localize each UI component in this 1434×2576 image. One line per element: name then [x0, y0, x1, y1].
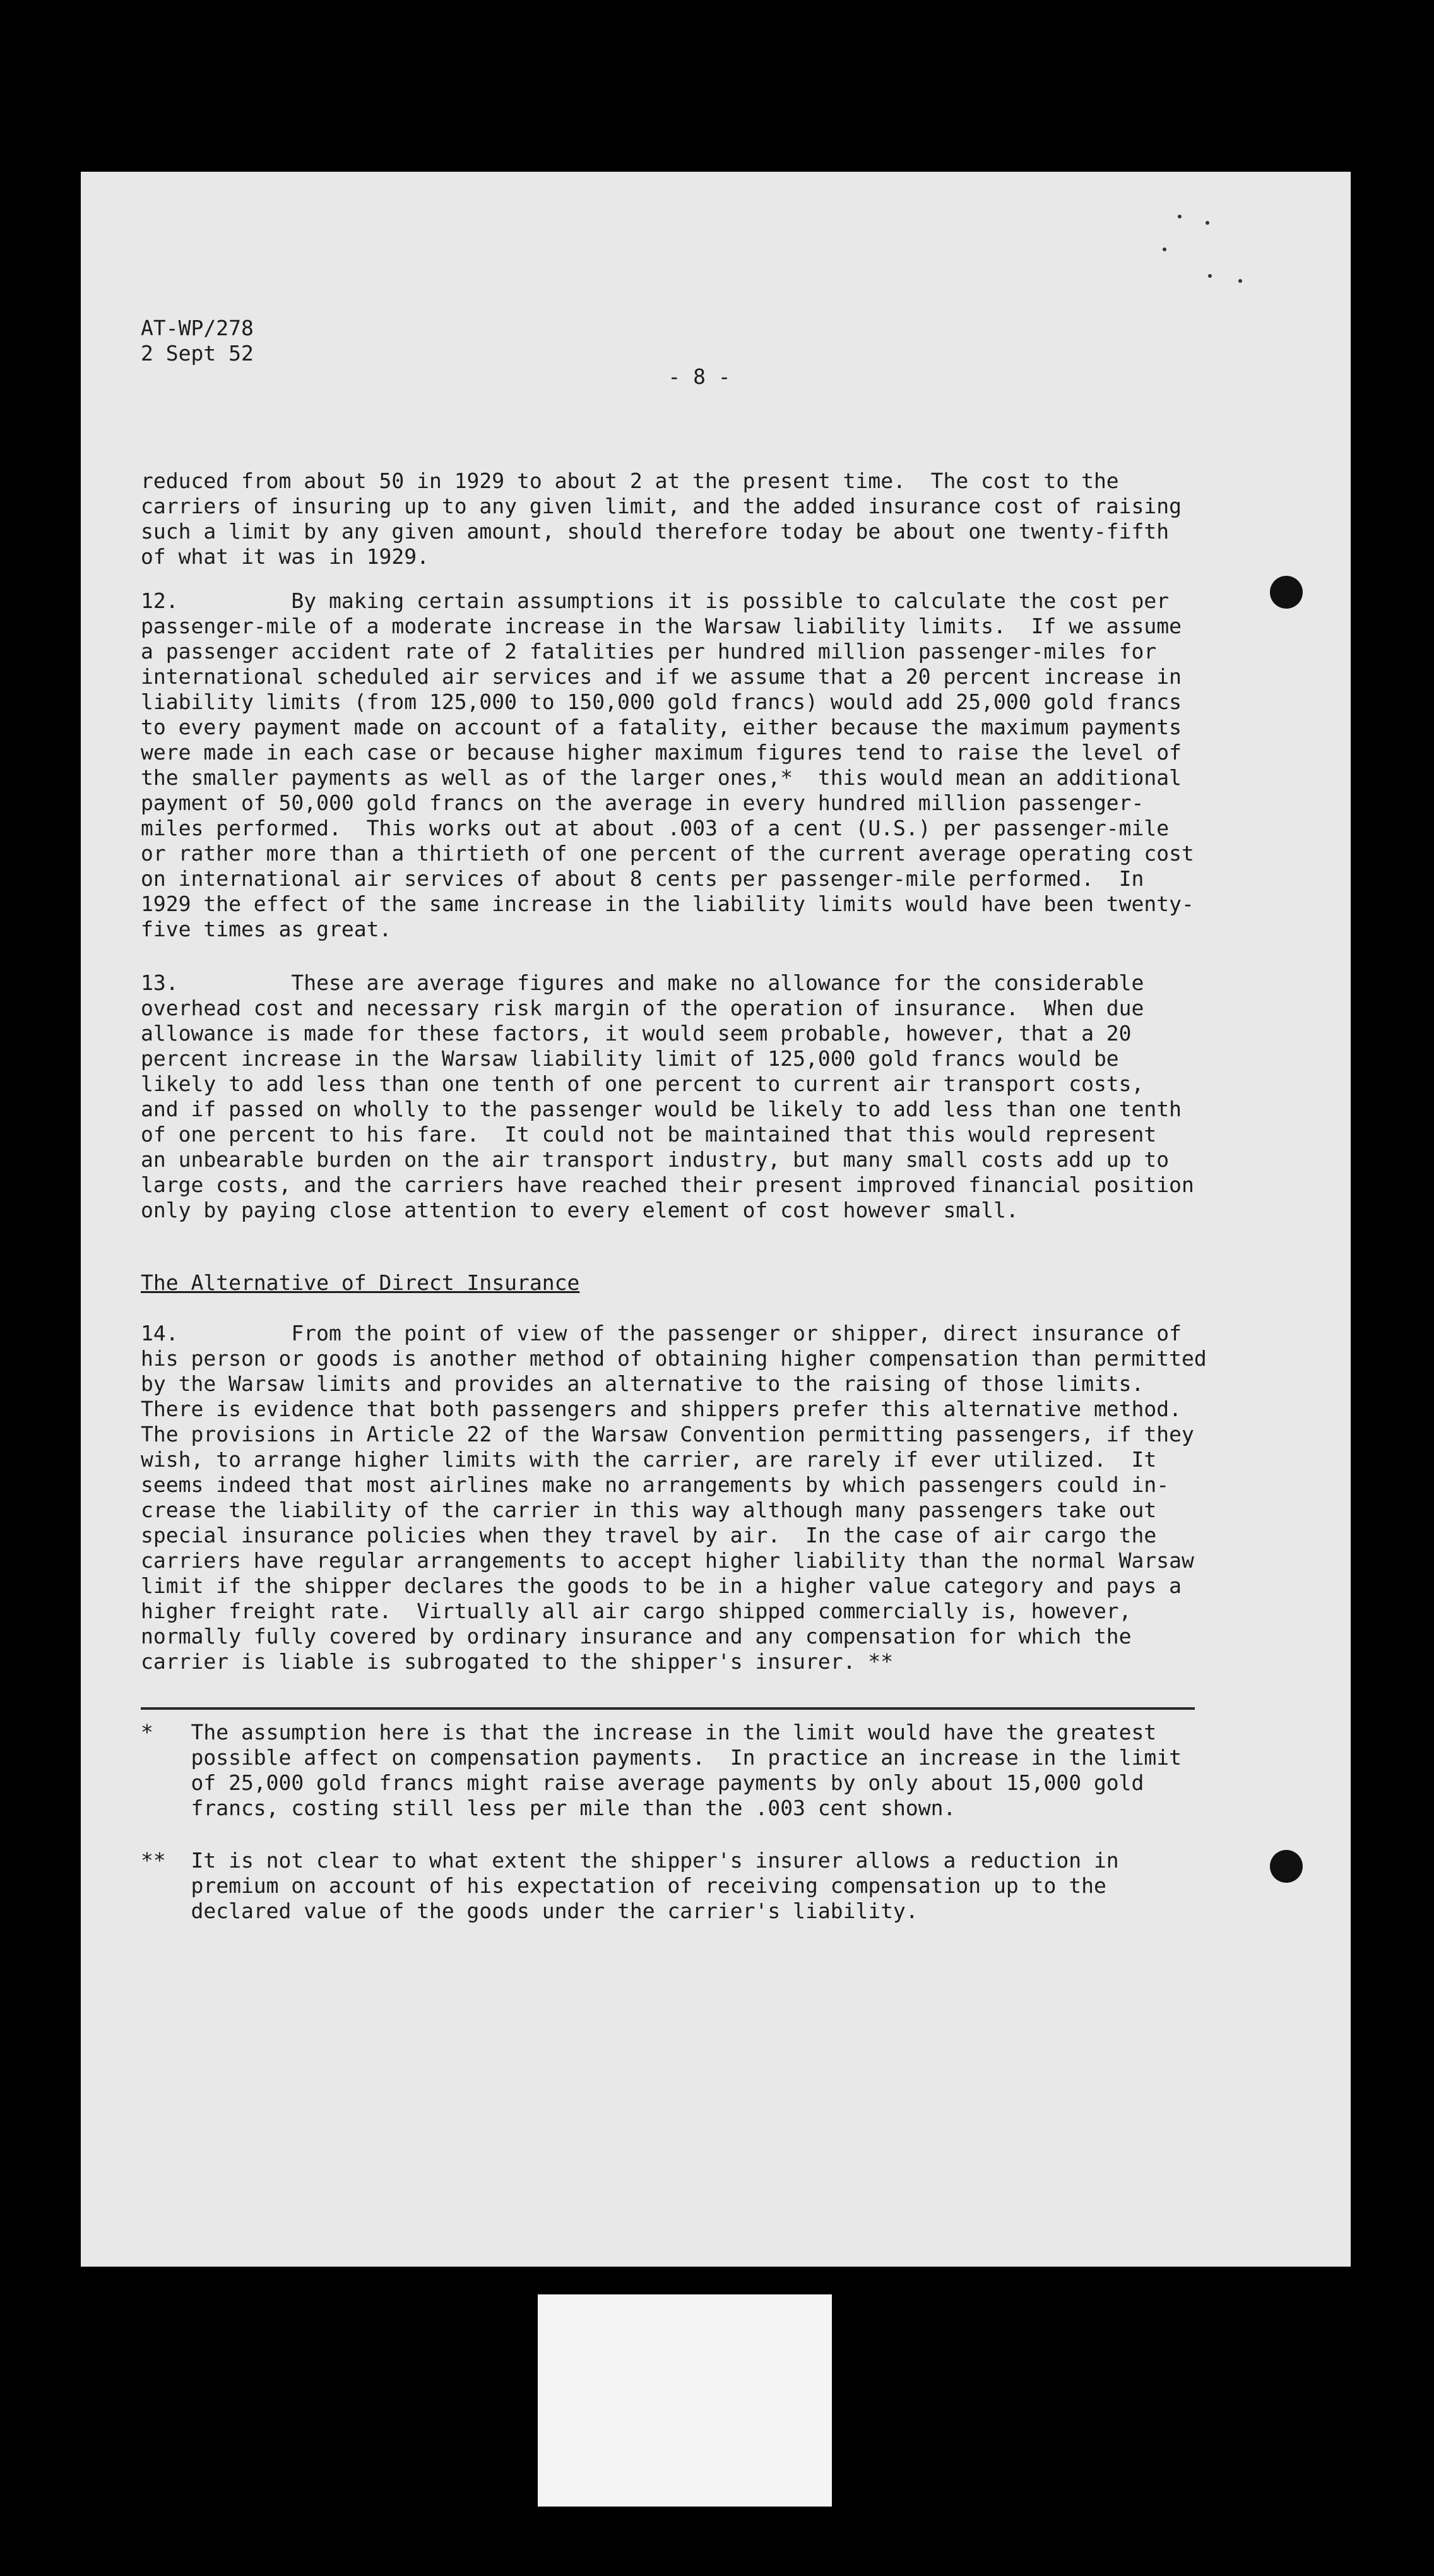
section-heading: The Alternative of Direct Insurance: [141, 1270, 580, 1295]
paragraph-14: 14. From the point of view of the passenger or shipper, direct insurance of his person or goods is another method of obtaining higher compensation than permitted by the Warsaw limits and provides an alternative to the raising of those limits. There is evidence that both passengers and shippers prefer this alternative method. The provisions in Article 22 of the Warsaw Convention permitting passengers, if they wish, to arrange higher limits with the carrier, are rarely if ever utilized. It seems indeed that most airlines make no arrangements by which passengers could in- crease the liability of the carrier in this way although many passengers take out special insurance policies when they travel by air. In the case of air cargo the carriers have regular arrangements to accept higher liability than the normal Warsaw limit if the shipper declares the goods to be in a higher value category and pays a higher freight rate. Virtually all air cargo shipped commercially is, however, normally fully covered by ordinary insurance and any compensation for which the carrier is liable is subrogated to the shipper's insurer. **: [141, 1321, 1207, 1674]
footnote-divider: [141, 1707, 1195, 1710]
punch-hole-top: [1270, 576, 1303, 609]
punch-hole-bottom: [1270, 1850, 1303, 1883]
paper-speck: [1208, 274, 1212, 278]
document-reference: AT-WP/278: [141, 316, 254, 340]
footnote-2: ** It is not clear to what extent the shipper's insurer allows a reduction in premium on account of his expectation of receiving compensation up to the declared value of the goods under the carrier's liability.: [141, 1848, 1119, 1923]
document-page: [81, 172, 1351, 2267]
paragraph-13: 13. These are average figures and make no allowance for the considerable overhead cost and necessary risk margin of the operation of insurance. When due allowance is made for these factors, it would seem probable, however, that a 20 percent increase in the Warsaw liability limit of 125,000 gold francs would be likely to add less than one tenth of one percent to current air transport costs, and if passed on wholly to the passenger would be likely to add less than one tenth of one percent to his fare. It could not be maintained that this would represent an unbearable burden on the air transport industry, but many small costs add up to large costs, and the carriers have reached their present improved financial position only by paying close attention to every element of cost however small.: [141, 970, 1194, 1222]
document-header: [141, 316, 254, 366]
footnote-1: * The assumption here is that the increase in the limit would have the greatest possible affect on compensation payments. In practice an increase in the limit of 25,000 gold francs might raise average payments by only about 15,000 gold francs, costing still less per mile than the .003 cent shown.: [141, 1720, 1182, 1820]
paper-speck: [1206, 221, 1209, 225]
paragraph-continuation: reduced from about 50 in 1929 to about 2 at the present time. The cost to the carriers of insuring up to any given limit, and the added insurance cost of raising such a limit by any given amount, should therefore today be about one twenty-fifth of what it was in 1929.: [141, 468, 1182, 569]
paragraph-12: 12. By making certain assumptions it is possible to calculate the cost per passenger-mile of a moderate increase in the Warsaw liability limits. If we assume a passenger accident rate of 2 fatalities per hundred million passenger-miles for international scheduled air services and if we assume that a 20 percent increase in liability limits (from 125,000 to 150,000 gold francs) would add 25,000 gold francs to every payment made on account of a fatality, either because the maximum payments were made in each case or because higher maximum figures tend to raise the level of the smaller payments as well as of the larger ones,* this would mean an additional payment of 50,000 gold francs on the average in every hundred million passenger- miles performed. This works out at about .003 of a cent (U.S.) per passenger-mile or rather more than a thirtieth of one percent of the current average operating cost on international air services of about 8 cents per passenger-mile performed. In 1929 the effect of the same increase in the liability limits would have been twenty- five times as great.: [141, 588, 1194, 941]
paper-speck: [1163, 247, 1166, 251]
page-number: - 8 -: [668, 364, 731, 389]
blank-label-card: [538, 2294, 832, 2507]
paper-speck: [1178, 215, 1182, 218]
paper-speck: [1238, 279, 1242, 283]
document-date: 2 Sept 52: [141, 341, 254, 366]
